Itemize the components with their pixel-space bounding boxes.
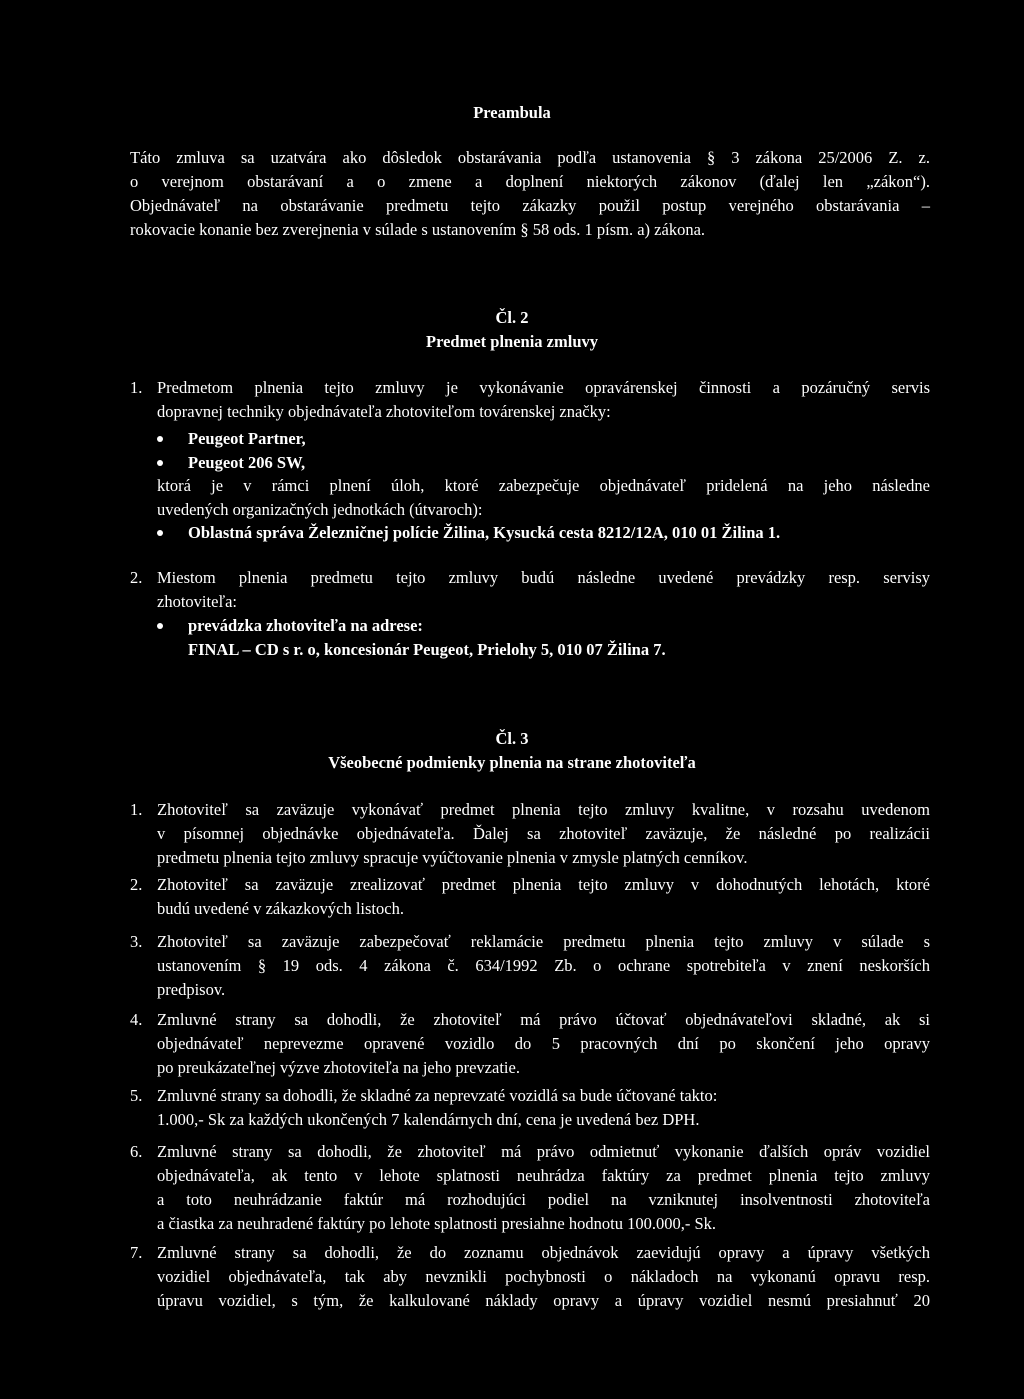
preambula-heading: Preambula bbox=[473, 103, 551, 122]
article-3-item-6 bbox=[157, 1140, 930, 1236]
paragraph-line: Zmluvné strany sa dohodli, že zhotoviteľ má právo účtovať objednávateľovi skladné, ak si bbox=[157, 1010, 930, 1029]
article-2-paragraph-1-cont bbox=[157, 400, 737, 424]
article-2-paragraph-1b bbox=[157, 474, 930, 522]
bullet-icon bbox=[157, 530, 163, 536]
brand-item: Peugeot 206 SW, bbox=[188, 453, 306, 472]
item-number: 3. bbox=[130, 932, 143, 951]
paragraph-line: predpisov. bbox=[157, 980, 226, 999]
preambula-line: o verejnom obstarávaní a o zmene a doplnení niektorých zákonov (ďalej len „zákon“). bbox=[130, 172, 930, 191]
article-3-item-5 bbox=[157, 1084, 930, 1132]
preambula-line: Objednávateľ na obstarávanie predmetu tejto zákazky použil postup verejného obstarávania – bbox=[130, 196, 930, 215]
article-2-paragraph-1 bbox=[157, 376, 930, 400]
bullet-icon bbox=[157, 460, 163, 466]
paragraph-line: 1.000,- Sk za každých ukončených 7 kalendárnych dní, cena je uvedená bez DPH. bbox=[157, 1110, 700, 1129]
item-number: 5. bbox=[130, 1086, 143, 1105]
preambula-line: rokovacie konanie bez zverejnenia v súlade s ustanovením § 58 ods. 1 písm. a) zákona. bbox=[130, 220, 706, 239]
item-number: 2. bbox=[130, 875, 143, 894]
article-2-title: Predmet plnenia zmluvy bbox=[425, 332, 599, 351]
preambula-paragraph bbox=[130, 146, 930, 242]
paragraph-line: uvedených organizačných jednotkách (útvaroch): bbox=[157, 500, 483, 519]
article-3-title: Všeobecné podmienky plnenia na strane zhotoviteľa bbox=[328, 753, 696, 772]
paragraph-line: zhotoviteľa: bbox=[157, 592, 238, 611]
article-3-item-7 bbox=[157, 1241, 930, 1313]
paragraph-line: po preukázateľnej výzve zhotoviteľa na jeho prevzatie. bbox=[157, 1058, 520, 1077]
paragraph-line: ktorá je v rámci plnení úloh, ktoré zabezpečuje objednávateľ pridelená na jeho následne bbox=[157, 476, 930, 495]
brand-item: Peugeot Partner, bbox=[188, 429, 306, 448]
paragraph-line: Zmluvné strany sa dohodli, že do zoznamu objednávok zaevidujú opravy a úpravy všetkých bbox=[157, 1243, 930, 1262]
paragraph-line: Predmetom plnenia tejto zmluvy je vykonávanie opravárenskej činnosti a pozáručný servis bbox=[157, 378, 930, 397]
article-3-number: Čl. 3 bbox=[495, 729, 529, 748]
workshop-address: FINAL – CD s r. o, koncesionár Peugeot, Prielohy 5, 010 07 Žilina 7. bbox=[188, 640, 666, 659]
item-number: 6. bbox=[130, 1142, 143, 1161]
paragraph-line: predmetu plnenia tejto zmluvy spracuje vyúčtovanie plnenia v zmysle platných cenníkov. bbox=[157, 848, 748, 867]
paragraph-line: Zhotoviteľ sa zaväzuje zrealizovať predmet plnenia tejto zmluvy v dohodnutých lehotách, ktoré bbox=[157, 875, 930, 894]
paragraph-line: Miestom plnenia predmetu tejto zmluvy budú následne uvedené prevádzky resp. servisy bbox=[157, 568, 930, 587]
article-3-item-1 bbox=[157, 798, 930, 870]
paragraph-line: vozidiel objednávateľa, tak aby nevznikli pochybnosti o nákladoch na vykonanú opravu resp. bbox=[157, 1267, 930, 1286]
paragraph-line: dopravnej techniky objednávateľa zhotoviteľom továrenskej značky: bbox=[157, 402, 611, 421]
item-number: 1. bbox=[130, 378, 143, 397]
paragraph-line: Zhotoviteľ sa zaväzuje zabezpečovať reklamácie predmetu plnenia tejto zmluvy v súlade s bbox=[157, 932, 930, 951]
paragraph-line: a čiastka za neuhradené faktúry po lehote splatnosti presiahne hodnotu 100.000,- Sk. bbox=[157, 1214, 717, 1233]
article-2-number: Čl. 2 bbox=[495, 308, 529, 327]
paragraph-line: Zmluvné strany sa dohodli, že skladné za neprevzaté vozidlá sa bude účtované takto: bbox=[157, 1086, 718, 1105]
article-3-item-2 bbox=[157, 873, 930, 921]
paragraph-line: objednávateľa, ak tento v lehote splatnosti neuhrádza faktúry za predmet plnenia tejto zmluvy bbox=[157, 1166, 930, 1185]
item-number: 7. bbox=[130, 1243, 143, 1262]
item-number: 4. bbox=[130, 1010, 143, 1029]
article-2-paragraph-2 bbox=[157, 566, 930, 614]
organizational-unit: Oblastná správa Železničnej polície Žilina, Kysucká cesta 8212/12A, 010 01 Žilina 1. bbox=[188, 523, 781, 542]
bullet-icon bbox=[157, 623, 163, 629]
paragraph-line: objednávateľ neprevezme opravené vozidlo do 5 pracovných dní po skončení jeho opravy bbox=[157, 1034, 930, 1053]
preambula-line: Táto zmluva sa uzatvára ako dôsledok obstarávania podľa ustanovenia § 3 zákona 25/2006 Z. z. bbox=[130, 148, 930, 167]
paragraph-line: ustanovením § 19 ods. 4 zákona č. 634/1992 Zb. o ochrane spotrebiteľa v znení neskorších bbox=[157, 956, 930, 975]
paragraph-line: a toto neuhrádzanie faktúr má rozhodujúci podiel na vzniknutej insolventnosti zhotoviteľa bbox=[157, 1190, 930, 1209]
bullet-icon bbox=[157, 436, 163, 442]
paragraph-line: Zhotoviteľ sa zaväzuje vykonávať predmet plnenia tejto zmluvy kvalitne, v rozsahu uvedenom bbox=[157, 800, 930, 819]
workshop-label: prevádzka zhotoviteľa na adrese: bbox=[188, 616, 423, 635]
paragraph-line: úpravu vozidiel, s tým, že kalkulované náklady opravy a úpravy vozidiel nesmú presiahnuť 20 bbox=[157, 1291, 930, 1310]
paragraph-line: v písomnej objednávke objednávateľa. Ďalej sa zhotoviteľ zaväzuje, že následné po realizácii bbox=[157, 824, 930, 843]
item-number: 2. bbox=[130, 568, 143, 587]
item-number: 1. bbox=[130, 800, 143, 819]
paragraph-line: budú uvedené v zákazkových listoch. bbox=[157, 899, 404, 918]
paragraph-line: Zmluvné strany sa dohodli, že zhotoviteľ má právo odmietnuť vykonanie ďalších opráv vozidiel bbox=[157, 1142, 930, 1161]
article-3-item-3 bbox=[157, 930, 930, 1002]
article-3-item-4 bbox=[157, 1008, 930, 1080]
